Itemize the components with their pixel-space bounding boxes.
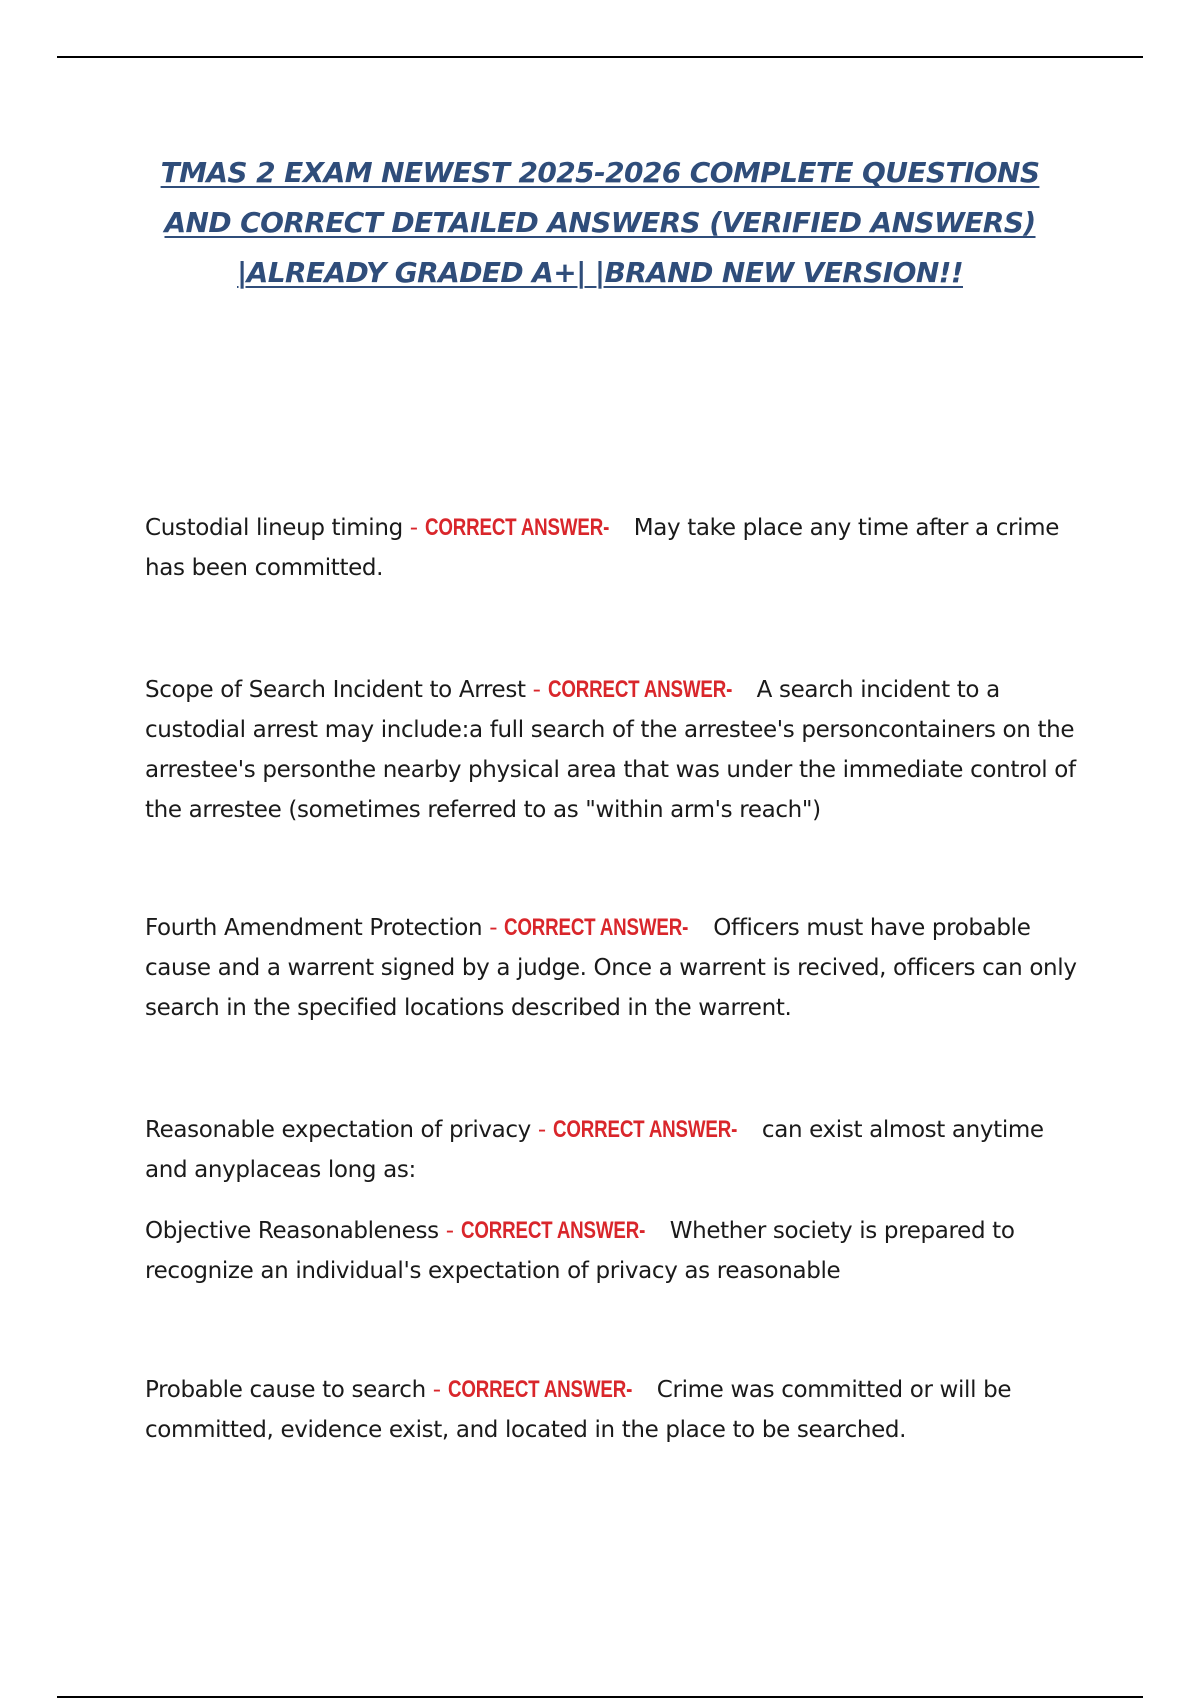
question-term: Probable cause to search	[145, 1377, 426, 1403]
separator: -	[532, 677, 548, 703]
qa-item	[145, 508, 1090, 588]
answer-text: A search incident to a custodial arrest may include:a full search of the arrestee's personcontainers on the arrestee's personthe nearby physical area that was under the immediate control of the arrestee (sometimes referred to as "within arm's reach")	[145, 677, 1076, 823]
title-line: TMAS 2 EXAM NEWEST 2025-2026 COMPLETE QUESTIONS	[160, 156, 1040, 189]
question-term: Objective Reasonableness	[145, 1218, 439, 1244]
answer-text: Crime was committed or will be committed, evidence exist, and located in the place to be searched.	[145, 1377, 1012, 1443]
qa-item	[145, 1370, 1090, 1450]
correct-answer-marker: CORRECT ANSWER-	[552, 1116, 738, 1143]
header-rule	[57, 56, 1143, 58]
correct-answer-marker: CORRECT ANSWER-	[447, 1376, 632, 1403]
document-title	[100, 148, 1100, 298]
separator: -	[537, 1117, 553, 1143]
qa-item	[145, 670, 1090, 830]
question-term: Reasonable expectation of privacy	[145, 1117, 531, 1143]
question-term: Scope of Search Incident to Arrest	[145, 677, 526, 703]
question-term: Fourth Amendment Protection	[145, 915, 483, 941]
correct-answer-marker: CORRECT ANSWER-	[547, 676, 732, 703]
correct-answer-marker: CORRECT ANSWER-	[460, 1217, 645, 1244]
correct-answer-marker: CORRECT ANSWER-	[424, 514, 609, 541]
question-term: Custodial lineup timing	[145, 515, 403, 541]
answer-text: May take place any time after a crime has been committed.	[145, 515, 1060, 581]
qa-item	[145, 1110, 1090, 1190]
title-line: |ALREADY GRADED A+| |BRAND NEW VERSION!!	[237, 256, 963, 289]
qa-item	[145, 1211, 1090, 1291]
separator: -	[489, 915, 505, 941]
title-line: AND CORRECT DETAILED ANSWERS (VERIFIED ANSWERS)	[164, 206, 1036, 239]
footer-rule	[57, 1696, 1143, 1698]
answer-text: can exist almost anytime and anyplaceas long as:	[145, 1117, 1044, 1183]
answer-text: Whether society is prepared to recognize an individual's expectation of privacy as reasonable	[145, 1218, 1015, 1284]
correct-answer-marker: CORRECT ANSWER-	[504, 914, 689, 941]
separator: -	[445, 1218, 461, 1244]
qa-item	[145, 908, 1090, 1028]
answer-text: Officers must have probable cause and a warrent signed by a judge. Once a warrent is recived, officers can only search in the specified locations described in the warrent.	[145, 915, 1077, 1021]
separator: -	[409, 515, 425, 541]
separator: -	[432, 1377, 448, 1403]
